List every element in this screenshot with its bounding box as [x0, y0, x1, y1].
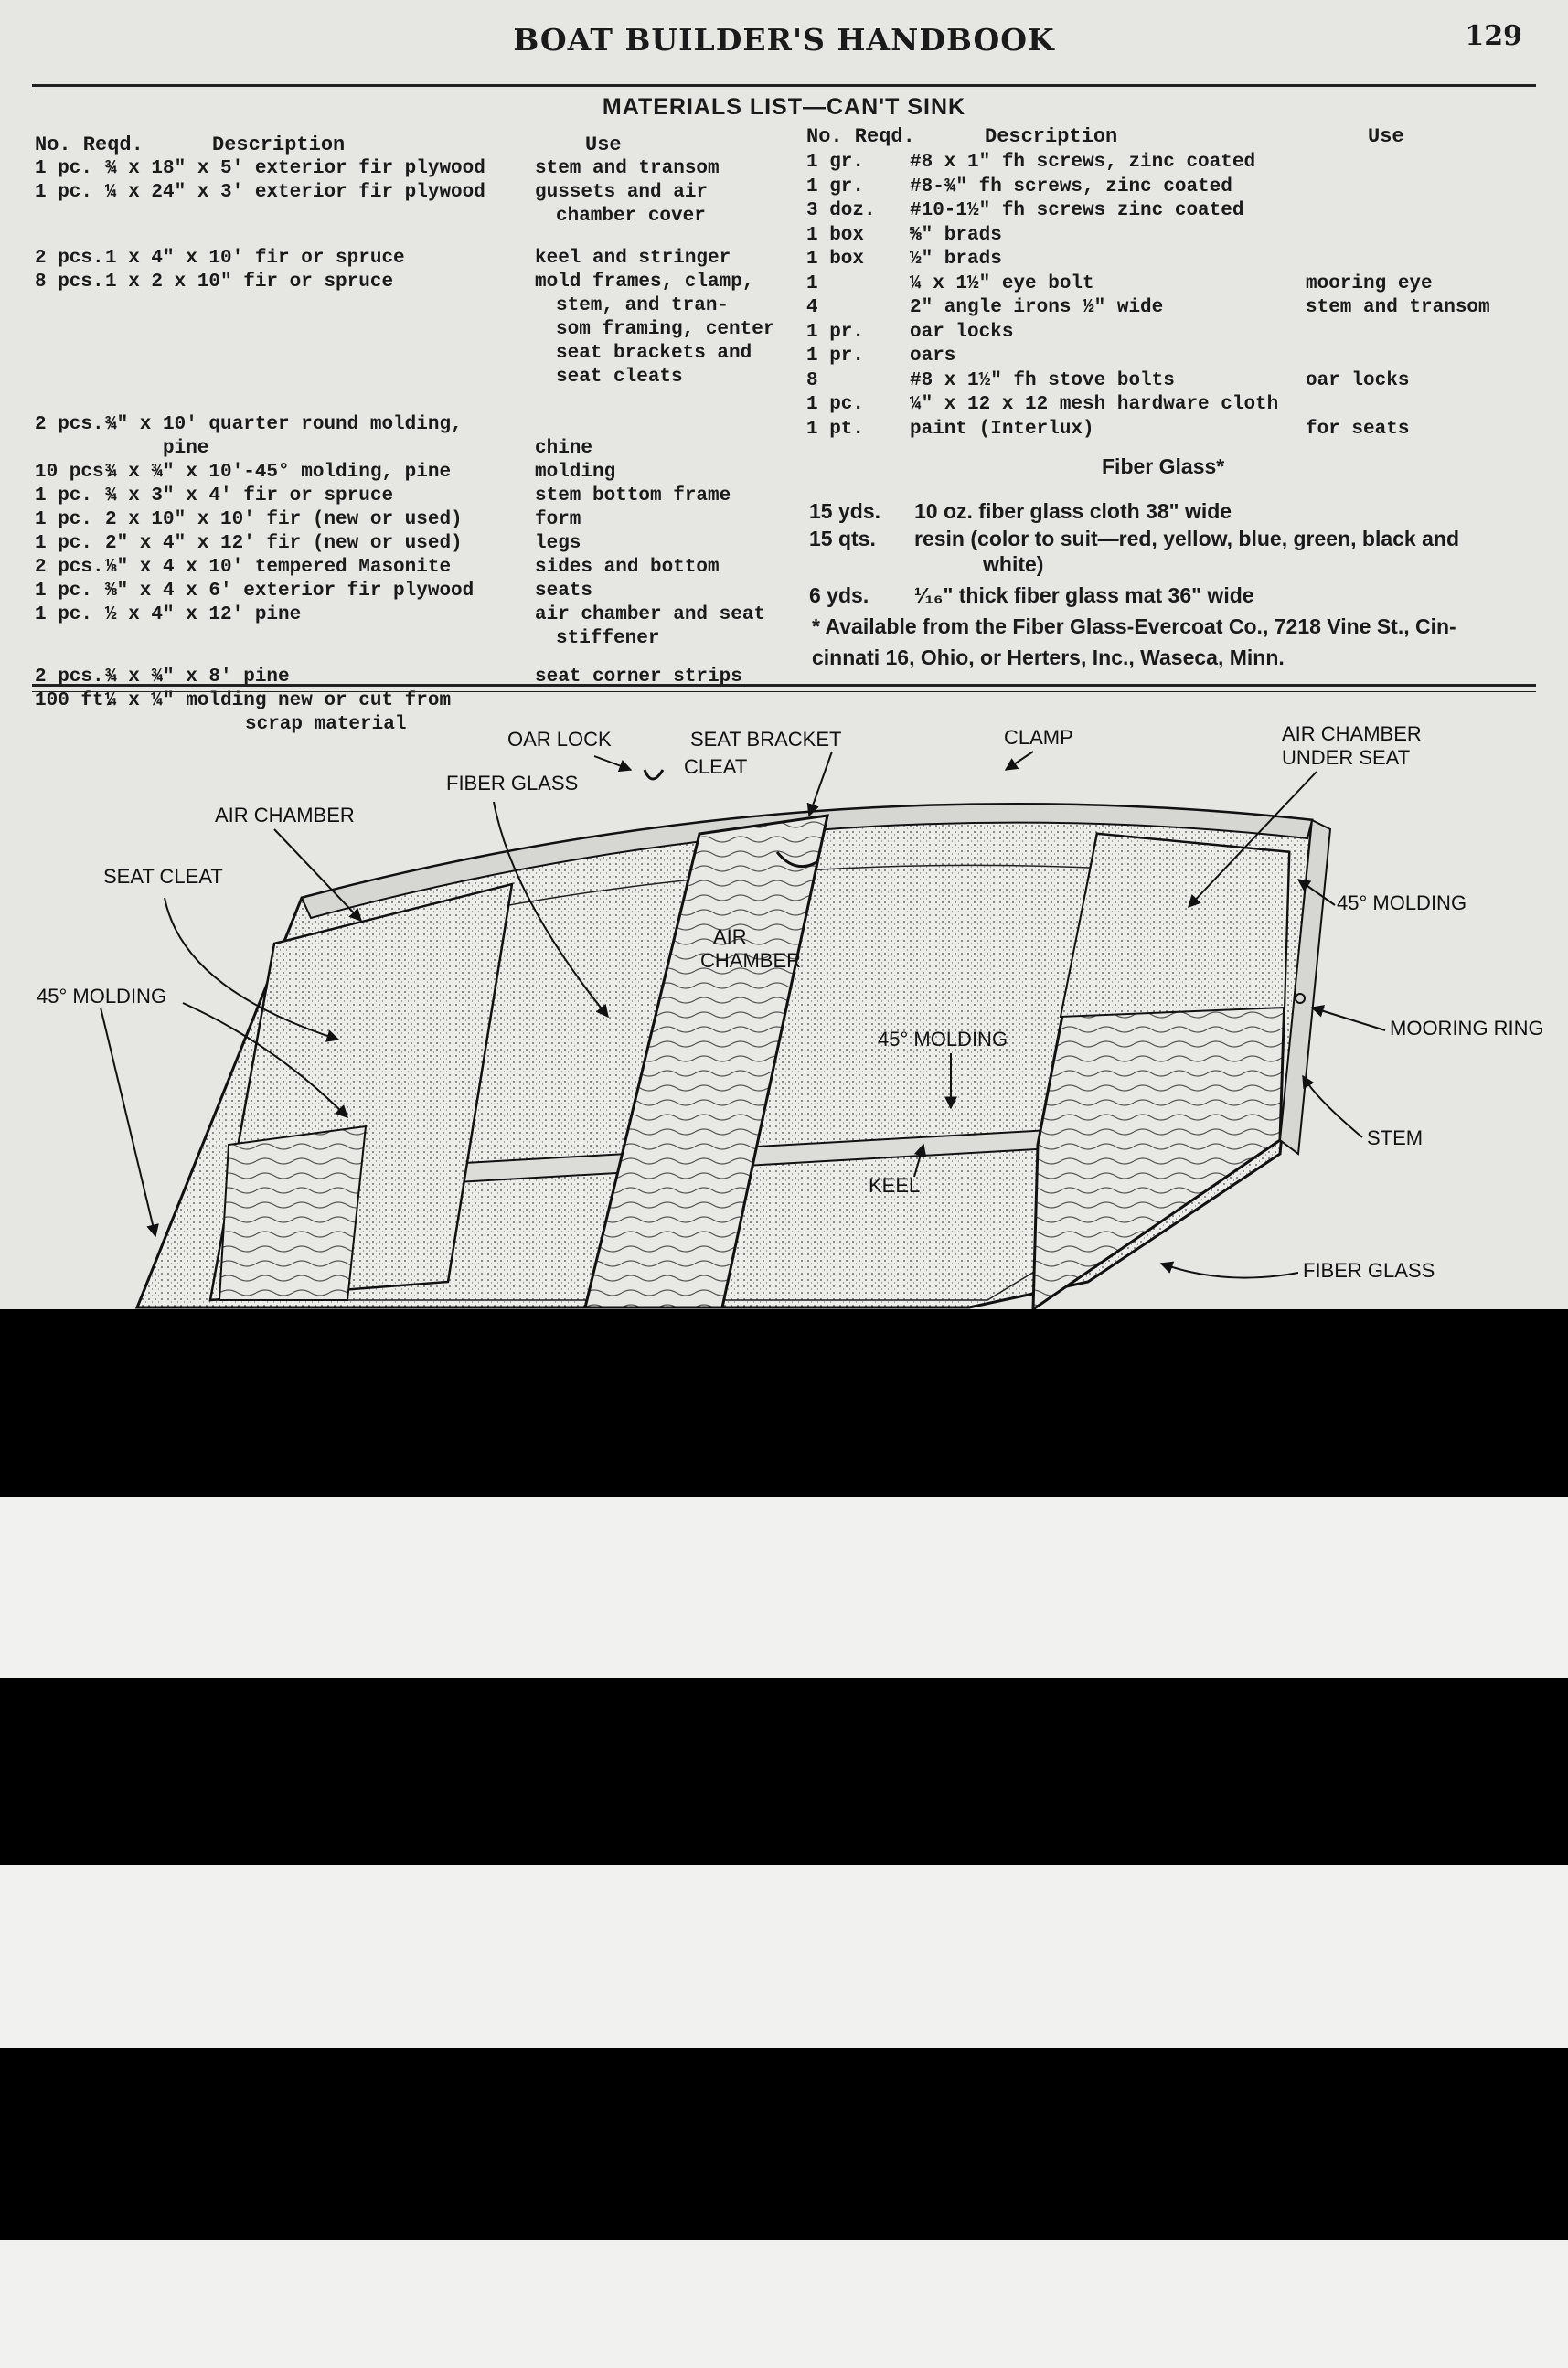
redaction-bar-3: [0, 2048, 1568, 2240]
label-mooring-ring: MOORING RING: [1390, 1017, 1544, 1040]
blank-band-2: [0, 1865, 1568, 2048]
row-description: pine: [163, 438, 209, 459]
row-description: #10-1½" fh screws zinc coated: [910, 200, 1244, 221]
row-description: ¾" x 10' quarter round molding,: [105, 414, 463, 435]
label-cleat: CLEAT: [684, 755, 748, 778]
row-use: molding: [535, 462, 616, 483]
materials-row: [0, 627, 805, 651]
materials-row: [0, 369, 1536, 393]
row-description: 10 oz. fiber glass cloth 38" wide: [914, 499, 1232, 523]
row-qty: 4: [806, 297, 818, 318]
row-use: form: [535, 509, 581, 530]
row-description: ¼ x 1½" eye bolt: [910, 272, 1094, 294]
row-qty: 10 pcs.: [35, 462, 116, 483]
row-use: chine: [535, 438, 593, 459]
row-description: ½ x 4" x 12' pine: [105, 604, 302, 625]
materials-row: [0, 199, 1536, 223]
row-description: ⅛" x 4 x 10' tempered Masonite: [105, 557, 452, 578]
row-use: keel and stringer: [535, 248, 731, 269]
row-use: seat corner strips: [535, 667, 742, 688]
row-description: ¼ x ¼" molding new or cut from: [105, 690, 452, 711]
left-header-description: Description: [212, 133, 346, 156]
materials-row: [0, 176, 1536, 199]
row-description: oars: [910, 346, 956, 367]
row-description: #8 x 1½" fh stove bolts: [910, 369, 1175, 391]
row-description: ⅜" x 4 x 6' exterior fir plywood: [105, 581, 475, 602]
row-qty: 15 qts.: [809, 527, 876, 550]
row-description: oar locks: [910, 321, 1014, 343]
materials-row: [0, 461, 805, 485]
row-qty: 1 pc.: [35, 158, 93, 179]
row-description: ¼ x 24" x 3' exterior fir plywood: [105, 182, 485, 203]
label-fiber-glass-top: FIBER GLASS: [446, 772, 579, 795]
label-oar-lock: OAR LOCK: [507, 728, 612, 751]
row-use: oar locks: [1306, 369, 1410, 391]
row-qty: 1 gr.: [806, 152, 865, 173]
row-qty: 1 pc.: [35, 533, 93, 554]
right-header-use: Use: [1368, 125, 1404, 148]
row-description: 2 x 10" x 10' fir (new or used): [105, 509, 463, 530]
row-description: ¾ x ¾" x 10'-45° molding, pine: [105, 462, 452, 483]
label-air-chamber: AIR CHAMBER: [215, 804, 355, 827]
label-fiber-glass-bottom: FIBER GLASS: [1303, 1259, 1435, 1282]
row-qty: 1 pr.: [806, 346, 865, 367]
row-use: for seats: [1306, 418, 1410, 440]
materials-row: [0, 224, 1536, 248]
book-title: BOAT BUILDER'S HANDBOOK: [513, 22, 1055, 58]
row-description: ½" brads: [910, 249, 1002, 270]
row-use: mold frames, clamp,: [535, 272, 754, 293]
page-number: 129: [1465, 20, 1522, 52]
row-description: 1 x 4" x 10' fir or spruce: [105, 248, 405, 269]
label-seat-cleat: SEAT CLEAT: [103, 865, 223, 888]
row-qty: 1 pc.: [806, 394, 865, 415]
row-use: gussets and air: [535, 182, 709, 203]
label-air-center-1: AIR: [713, 925, 747, 948]
row-use: seat cleats: [556, 367, 683, 388]
label-45-molding-left: 45° MOLDING: [37, 985, 167, 1008]
row-description: 2" x 4" x 12' fir (new or used): [105, 533, 463, 554]
row-use: seats: [535, 581, 593, 602]
fiber-glass-row: [0, 552, 1536, 578]
row-description: ¾ x ¾" x 8' pine: [105, 667, 290, 688]
materials-row: [0, 418, 1536, 442]
row-description: 1 x 2 x 10" fir or spruce: [105, 272, 394, 293]
label-air-chamber-under-seat-1: AIR CHAMBER: [1282, 722, 1422, 745]
fiber-glass-row: [0, 583, 1536, 609]
materials-row: [0, 345, 1536, 368]
top-rule: [32, 84, 1536, 87]
redaction-bar-2: [0, 1678, 1568, 1865]
row-description: resin (color to suit—red, yellow, blue, green, black and: [914, 527, 1460, 550]
row-use: air chamber and seat: [535, 604, 766, 625]
footnote-line-1: * Available from the Fiber Glass-Evercoat Co., 7218 Vine St., Cin-: [812, 614, 1456, 638]
label-air-center-2: CHAMBER: [700, 949, 802, 972]
redaction-bar-1: [0, 1309, 1568, 1497]
label-clamp: CLAMP: [1004, 726, 1073, 749]
row-qty: 1 pc.: [35, 581, 93, 602]
materials-row: [0, 272, 1536, 296]
materials-row: [0, 689, 805, 713]
row-use: som framing, center: [556, 319, 775, 340]
row-qty: 1 pr.: [806, 321, 865, 343]
boat-illustration: [0, 715, 1568, 1309]
row-qty: 2 pcs.: [35, 248, 104, 269]
row-description: white): [983, 552, 1044, 576]
row-description: #8-¾" fh screws, zinc coated: [910, 176, 1232, 197]
middle-rule-thin: [32, 691, 1536, 692]
row-use: seat brackets and: [556, 343, 752, 364]
row-qty: 1 pc.: [35, 485, 93, 507]
fiber-glass-title: Fiber Glass*: [1102, 454, 1225, 478]
label-45-molding-center: 45° MOLDING: [878, 1028, 1008, 1051]
row-use: sides and bottom: [535, 557, 720, 578]
row-description: ¾ x 18" x 5' exterior fir plywood: [105, 158, 485, 179]
row-use: stem bottom frame: [535, 485, 731, 507]
row-description: paint (Interlux): [910, 418, 1094, 440]
row-use: mooring eye: [1306, 272, 1433, 294]
row-description: #8 x 1" fh screws, zinc coated: [910, 152, 1256, 173]
row-qty: 15 yds.: [809, 499, 880, 523]
row-use: stiffener: [556, 628, 660, 649]
row-qty: 2 pcs.: [35, 557, 104, 578]
materials-row: [0, 321, 1536, 345]
row-qty: 100 ft.: [35, 690, 116, 711]
materials-row: [0, 296, 1536, 320]
middle-rule: [32, 684, 1536, 687]
row-qty: 1 pt.: [806, 418, 865, 440]
row-use: stem and transom: [535, 158, 720, 179]
left-header-use: Use: [585, 133, 622, 156]
row-qty: 1 box: [806, 249, 865, 270]
materials-row: [0, 151, 1536, 175]
row-qty: 8 pcs.: [35, 272, 104, 293]
row-use: chamber cover: [556, 206, 706, 227]
row-use: stem, and tran-: [556, 295, 730, 316]
row-qty: 1 pc.: [35, 182, 93, 203]
row-qty: 6 yds.: [809, 583, 869, 607]
row-description: ¾ x 3" x 4' fir or spruce: [105, 485, 394, 507]
row-description: ⅝" brads: [910, 224, 1002, 246]
row-qty: 1 box: [806, 224, 865, 246]
blank-band-1: [0, 1497, 1568, 1678]
row-description: scrap material: [245, 714, 407, 735]
label-keel: KEEL: [869, 1174, 921, 1197]
row-qty: 1: [806, 272, 818, 294]
row-qty: 8: [806, 369, 818, 391]
footnote-line-2: cinnati 16, Ohio, or Herters, Inc., Waseca, Minn.: [812, 645, 1285, 669]
row-qty: 3 doz.: [806, 200, 876, 221]
label-air-chamber-under-seat-2: UNDER SEAT: [1282, 746, 1411, 769]
row-qty: 1 pc.: [35, 604, 93, 625]
materials-row: [0, 393, 1536, 417]
row-description: ¼" x 12 x 12 mesh hardware cloth: [910, 394, 1279, 415]
materials-list-title: MATERIALS LIST—CAN'T SINK: [602, 94, 966, 120]
label-seat-bracket: SEAT BRACKET: [690, 728, 842, 751]
blank-band-3: [0, 2240, 1568, 2368]
left-header-qty: No. Reqd.: [35, 133, 144, 156]
row-description: 2" angle irons ½" wide: [910, 297, 1164, 318]
label-stem: STEM: [1367, 1126, 1424, 1149]
running-head: [0, 16, 1568, 71]
row-use: legs: [535, 533, 581, 554]
row-qty: 1 pc.: [35, 509, 93, 530]
row-qty: 1 gr.: [806, 176, 865, 197]
row-qty: 2 pcs.: [35, 414, 104, 435]
fiber-glass-row: [0, 499, 1536, 525]
fiber-glass-row: [0, 527, 1536, 552]
label-45-molding-right: 45° MOLDING: [1337, 891, 1467, 914]
right-header-description: Description: [985, 125, 1118, 148]
materials-row: [0, 248, 1536, 272]
row-qty: 2 pcs.: [35, 667, 104, 688]
row-description: ¹⁄₁₆" thick fiber glass mat 36" wide: [914, 583, 1254, 607]
row-use: stem and transom: [1306, 297, 1490, 318]
right-header-qty: No. Reqd.: [806, 125, 915, 148]
